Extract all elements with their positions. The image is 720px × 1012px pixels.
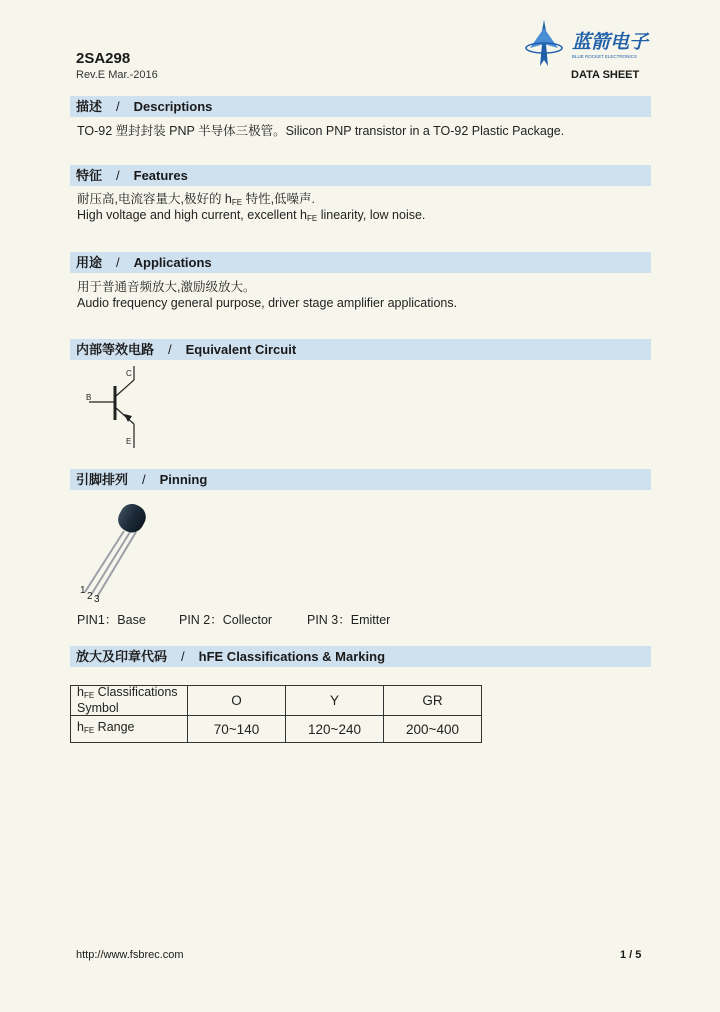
rocket-icon xyxy=(526,20,562,66)
section-title-en: Applications xyxy=(133,255,212,270)
logo-subtext: BLUE ROCKET ELECTRONICS xyxy=(572,54,637,59)
table-cell: 200~400 xyxy=(384,716,482,743)
pin-label-base: PIN1：Base xyxy=(77,613,146,627)
applications-text-en: Audio frequency general purpose, driver stage amplifier applications. xyxy=(77,296,458,310)
page-number: 1 / 5 xyxy=(620,949,642,961)
doc-type-label: DATA SHEET xyxy=(571,69,640,81)
section-separator: / xyxy=(181,649,185,664)
revision-text: Rev.E Mar.-2016 xyxy=(76,69,158,81)
label-base: B xyxy=(86,393,92,402)
label-collector: C xyxy=(126,369,132,378)
section-header-hfe xyxy=(70,646,651,667)
label-emitter: E xyxy=(126,437,132,446)
table-cell: GR xyxy=(384,686,482,716)
section-title-en: Features xyxy=(133,168,188,183)
section-separator: / xyxy=(116,255,120,270)
pin-number: 1 xyxy=(80,585,86,596)
pin-label-emitter: PIN 3：Emitter xyxy=(307,613,391,627)
section-title-zh: 引脚排列 xyxy=(76,472,129,487)
pnp-transistor-symbol xyxy=(84,364,154,450)
hfe-classification-table xyxy=(70,685,482,743)
section-separator: / xyxy=(116,99,120,114)
description-text: TO-92 塑封封装 PNP 半导体三极管。Silicon PNP transistor in a TO-92 Plastic Package. xyxy=(77,124,565,138)
footer-url-link[interactable]: http://www.fsbrec.com xyxy=(76,949,184,961)
table-cell: O xyxy=(188,686,286,716)
table-cell: 120~240 xyxy=(286,716,384,743)
section-title-en: Pinning xyxy=(159,472,208,487)
table-row xyxy=(71,716,482,743)
section-header-applications xyxy=(70,252,651,273)
section-header-circuit xyxy=(70,339,651,360)
pin-number: 2 xyxy=(87,591,93,602)
to92-package-image xyxy=(76,496,156,606)
section-title-en: Descriptions xyxy=(133,99,213,114)
section-header-features xyxy=(70,165,651,186)
section-header-descriptions xyxy=(70,96,651,117)
section-header-pinning xyxy=(70,469,651,490)
pin-number: 3 xyxy=(94,594,100,605)
table-cell: 70~140 xyxy=(188,716,286,743)
table-row xyxy=(71,686,482,716)
applications-text-zh: 用于普通音频放大,激励级放大。 xyxy=(77,280,256,294)
section-separator: / xyxy=(168,342,172,357)
section-title-zh: 放大及印章代码 xyxy=(76,649,168,664)
section-separator: / xyxy=(142,472,146,487)
section-title-zh: 描述 xyxy=(76,99,103,114)
section-title-zh: 用途 xyxy=(76,255,103,270)
company-logo xyxy=(524,18,654,72)
table-row-label: $h_{FE}$ Range xyxy=(71,716,188,743)
section-title-en: Equivalent Circuit xyxy=(185,342,297,357)
section-title-en: hFE Classifications & Marking xyxy=(198,649,386,664)
part-number: 2SA298 xyxy=(76,50,131,67)
logo-text: 蓝箭电子 xyxy=(572,32,649,53)
pin-label-collector: PIN 2：Collector xyxy=(179,613,273,627)
features-text-zh: 耐压高,电流容量大,极好的 $h_{FE}$ 特性,低噪声. xyxy=(77,192,316,207)
features-text-en: High voltage and high current, excellent $h_{FE}$ linearity, low noise. xyxy=(77,208,426,223)
table-cell: Y xyxy=(286,686,384,716)
section-separator: / xyxy=(116,168,120,183)
table-row-label: $h_{FE}$ Classifications Symbol xyxy=(71,686,188,716)
section-title-zh: 内部等效电路 xyxy=(76,342,155,357)
section-title-zh: 特征 xyxy=(76,168,103,183)
